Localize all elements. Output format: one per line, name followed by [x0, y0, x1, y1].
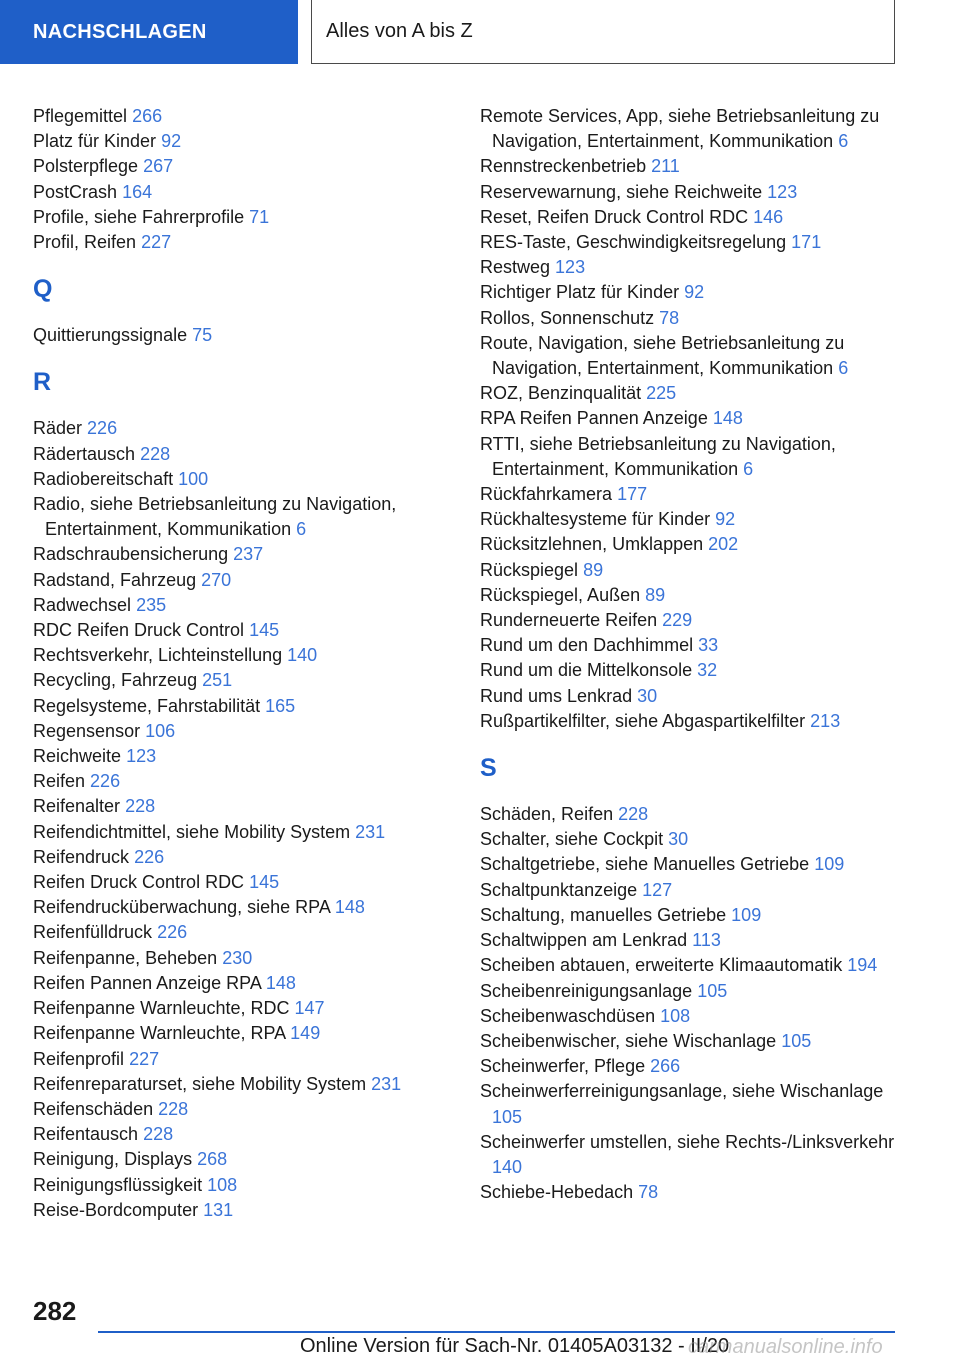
index-entry-term: Reifen	[33, 771, 86, 792]
index-entry-page-link[interactable]: 100	[178, 468, 209, 489]
index-entry	[33, 416, 453, 441]
index-entry-page-link[interactable]: 71	[249, 206, 270, 227]
index-entry	[480, 878, 900, 903]
index-entry	[480, 583, 900, 608]
index-letter-heading: R	[33, 368, 52, 397]
index-entry	[33, 129, 453, 154]
index-entry	[33, 996, 453, 1021]
index-entry-term: RTTI, siehe Betriebsanleitung zu Navigation, Entertainment, Kommunikation	[480, 433, 836, 479]
index-entry-page-link[interactable]: 229	[662, 610, 693, 631]
index-entry-term: Reifenpanne Warnleuchte, RPA	[33, 1023, 286, 1044]
index-entry-term: Radio, siehe Betriebsanleitung zu Navigation, Entertainment, Kommunikation	[33, 494, 397, 540]
index-entry	[480, 180, 900, 205]
index-entry-page-link[interactable]: 270	[201, 569, 232, 590]
index-entry-page-link[interactable]: 30	[637, 685, 658, 706]
index-entry-term: Reifen Pannen Anzeige RPA	[33, 972, 261, 993]
footer-online-version: Online Version für Sach-Nr. 01405A03132 - II/20	[300, 1335, 730, 1357]
index-entry	[480, 608, 900, 633]
index-entry-page-link[interactable]: 145	[249, 872, 280, 893]
index-entry-page-link[interactable]: 228	[125, 796, 156, 817]
index-entry-term: Rennstreckenbetrieb	[480, 156, 647, 177]
index-entry-page-link[interactable]: 266	[650, 1056, 681, 1077]
index-entry-term: Reifen Druck Control RDC	[33, 872, 245, 893]
index-entry	[480, 1180, 900, 1205]
index-entry	[33, 1072, 453, 1097]
index-entry	[33, 845, 453, 870]
index-entry	[33, 205, 453, 230]
index-entry-page-link[interactable]: 266	[132, 106, 163, 126]
index-entry-term: Reifenprofil	[33, 1048, 125, 1069]
index-entry-page-link[interactable]: 148	[265, 972, 296, 993]
index-entry	[480, 709, 900, 734]
index-entry-page-link[interactable]: 225	[646, 383, 677, 404]
index-entry-term: Scheiben abtauen, erweiterte Klimaautomatik	[480, 955, 843, 976]
index-entry-term: Recycling, Fahrzeug	[33, 670, 198, 691]
index-entry	[480, 1054, 900, 1079]
index-entry-term: Reinigungsflüssigkeit	[33, 1174, 203, 1195]
index-entry-term: Polsterpflege	[33, 156, 139, 177]
page-header	[0, 0, 960, 66]
index-entry-term: Runderneuerte Reifen	[480, 610, 658, 631]
index-entry-page-link[interactable]: 231	[371, 1073, 402, 1094]
index-entry-page-link[interactable]: 228	[143, 1124, 174, 1145]
index-entry	[33, 820, 453, 845]
index-entry-term: Rund ums Lenkrad	[480, 685, 633, 706]
index-entry	[33, 467, 453, 492]
index-entry-page-link[interactable]: 171	[791, 232, 822, 253]
index-entry-page-link[interactable]: 6	[743, 458, 754, 479]
index-entry-term: RDC Reifen Druck Control	[33, 620, 245, 641]
index-entry	[33, 618, 453, 643]
index-entry-term: Rückspiegel	[480, 559, 579, 580]
index-entry-term: Rückspiegel, Außen	[480, 584, 641, 605]
index-entry-page-link[interactable]: 164	[122, 181, 153, 202]
index-entry-term: Rußpartikelfilter, siehe Abgaspartikelfilter	[480, 710, 806, 731]
index-entry-term: Scheinwerferreinigungsanlage, siehe Wischanlage	[480, 1081, 884, 1102]
index-entry	[33, 668, 453, 693]
index-entry-term: Platz für Kinder	[33, 131, 157, 152]
index-entry	[480, 979, 900, 1004]
index-entry-page-link[interactable]: 228	[618, 804, 649, 825]
index-entry-page-link[interactable]: 30	[668, 829, 689, 850]
index-entry-page-link[interactable]: 92	[715, 509, 736, 530]
index-entry-term: Reifenalter	[33, 796, 121, 817]
index-column-right	[480, 104, 900, 1205]
index-entry	[33, 1198, 453, 1223]
index-entry	[33, 971, 453, 996]
index-column-left	[33, 104, 453, 1223]
index-entry	[480, 1079, 900, 1129]
index-entry	[33, 1173, 453, 1198]
index-entry-term: Scheinwerfer, Pflege	[480, 1056, 646, 1077]
index-entry	[480, 154, 900, 179]
index-entry-page-link[interactable]: 89	[645, 584, 666, 605]
index-entry-page-link[interactable]: 113	[692, 930, 721, 951]
index-entry	[33, 719, 453, 744]
index-entry	[33, 744, 453, 769]
index-entry-page-link[interactable]: 75	[192, 325, 213, 346]
index-entry-term: Reichweite	[33, 746, 122, 767]
index-letter-heading: Q	[33, 275, 53, 304]
index-entry	[480, 532, 900, 557]
index-entry	[480, 928, 900, 953]
index-entry	[33, 946, 453, 971]
index-entry-term: Rädertausch	[33, 443, 136, 464]
index-entry-term: Reinigung, Displays	[33, 1149, 193, 1170]
index-entry-term: Rund um die Mittelkonsole	[480, 660, 693, 681]
index-entry-page-link[interactable]: 227	[141, 232, 172, 253]
index-entry-page-link[interactable]: 140	[492, 1156, 523, 1177]
index-entry	[480, 331, 900, 381]
index-entry	[33, 794, 453, 819]
index-entry-term: Reset, Reifen Druck Control RDC	[480, 206, 749, 227]
index-entry-term: Rollos, Sonnenschutz	[480, 307, 655, 328]
index-entry-term: Scheibenwaschdüsen	[480, 1005, 656, 1026]
index-entry	[480, 903, 900, 928]
index-entry-page-link[interactable]: 108	[207, 1174, 238, 1195]
page-number: 282	[33, 1296, 77, 1326]
index-entry-term: Schäden, Reifen	[480, 804, 614, 825]
index-entry-term: Scheibenwischer, siehe Wischanlage	[480, 1030, 777, 1051]
index-entry-term: Radwechsel	[33, 594, 132, 615]
index-entry	[33, 895, 453, 920]
index-entry-page-link[interactable]: 92	[161, 131, 182, 152]
section-tab	[0, 0, 298, 64]
index-entry	[480, 558, 900, 583]
index-entry	[480, 1130, 900, 1180]
index-entry	[480, 802, 900, 827]
index-entry-page-link[interactable]: 105	[492, 1106, 523, 1127]
index-entry-term: Scheibenreinigungsanlage	[480, 980, 693, 1001]
index-entry-term: Reifenpanne Warnleuchte, RDC	[33, 998, 290, 1019]
index-entry-page-link[interactable]: 109	[814, 854, 845, 875]
index-entry-term: Radstand, Fahrzeug	[33, 569, 197, 590]
index-letter-heading: S	[480, 754, 497, 783]
index-entry	[480, 230, 900, 255]
index-entry	[33, 180, 453, 205]
index-entry-term: Scheinwerfer umstellen, siehe Rechts-/Linksverkehr	[480, 1131, 895, 1152]
index-entry-term: Restweg	[480, 257, 551, 278]
index-entry	[33, 1147, 453, 1172]
index-entry-page-link[interactable]: 89	[583, 559, 604, 580]
index-entry-term: Quittierungssignale	[33, 325, 188, 346]
index-entry	[33, 154, 453, 179]
index-entry	[480, 852, 900, 877]
index-entry	[33, 230, 453, 255]
index-entry-page-link[interactable]: 92	[684, 282, 705, 303]
index-entry-page-link[interactable]: 148	[334, 897, 365, 918]
index-entry-term: Pflegemittel	[33, 106, 128, 126]
index-entry	[33, 1047, 453, 1072]
index-entry-page-link[interactable]: 145	[249, 620, 280, 641]
index-entry-page-link[interactable]: 228	[158, 1098, 189, 1119]
index-entry-page-link[interactable]: 105	[781, 1030, 812, 1051]
index-entry-page-link[interactable]: 251	[202, 670, 233, 691]
index-entry	[33, 694, 453, 719]
index-entry-page-link[interactable]: 148	[712, 408, 743, 429]
index-entry-page-link[interactable]: 106	[145, 720, 176, 741]
index-entry	[480, 432, 900, 482]
index-entry	[480, 306, 900, 331]
index-entry-page-link[interactable]: 6	[838, 131, 849, 152]
watermark-logo: carmanualsonline.info	[688, 1336, 883, 1358]
index-entry-page-link[interactable]: 33	[698, 635, 719, 656]
index-entry-term: Reifenfülldruck	[33, 922, 153, 943]
index-entry-term: Reifenreparaturset, siehe Mobility System	[33, 1073, 367, 1094]
index-entry	[480, 406, 900, 431]
index-entry-page-link[interactable]: 6	[296, 519, 307, 540]
index-entry	[33, 492, 453, 542]
index-entry-page-link[interactable]: 226	[157, 922, 188, 943]
index-entry	[33, 1097, 453, 1122]
index-entry-page-link[interactable]: 32	[697, 660, 718, 681]
index-entry	[33, 593, 453, 618]
index-entry-term: Reifendichtmittel, siehe Mobility System	[33, 821, 351, 842]
index-entry-page-link[interactable]: 78	[659, 307, 680, 328]
index-entry-page-link[interactable]: 213	[810, 710, 841, 731]
index-entry-term: Schaltung, manuelles Getriebe	[480, 904, 727, 925]
index-entry-term: Radiobereitschaft	[33, 468, 174, 489]
index-entry-term: Remote Services, App, siehe Betriebsanleitung zu Navigation, Entertainment, Kommunikation	[480, 106, 880, 152]
index-entry-term: Regensensor	[33, 720, 141, 741]
footer-rule	[98, 1331, 895, 1333]
index-entry-term: Reservewarnung, siehe Reichweite	[480, 181, 763, 202]
index-entry-page-link[interactable]: 268	[197, 1149, 228, 1170]
index-entry-page-link[interactable]: 177	[617, 484, 648, 505]
index-entry-term: PostCrash	[33, 181, 118, 202]
chapter-title: Alles von A bis Z	[326, 20, 473, 42]
index-entry	[33, 920, 453, 945]
index-entry	[480, 255, 900, 280]
index-entry-term: Reise-Bordcomputer	[33, 1199, 199, 1220]
index-entry	[33, 1021, 453, 1046]
index-entry-page-link[interactable]: 149	[290, 1023, 321, 1044]
index-entry-term: Rückhaltesysteme für Kinder	[480, 509, 711, 530]
section-label: NACHSCHLAGEN	[33, 20, 207, 43]
index-entry-term: Profil, Reifen	[33, 232, 137, 253]
index-entry-term: Regelsysteme, Fahrstabilität	[33, 695, 261, 716]
index-entry	[33, 643, 453, 668]
index-entry	[33, 769, 453, 794]
index-entry	[480, 1004, 900, 1029]
index-entry	[33, 870, 453, 895]
index-entry-page-link[interactable]: 123	[126, 746, 157, 767]
index-entry-term: Reifendrucküberwachung, siehe RPA	[33, 897, 330, 918]
index-entry-page-link[interactable]: 6	[838, 358, 849, 379]
index-entry-page-link[interactable]: 146	[753, 206, 784, 227]
index-entry-page-link[interactable]: 108	[660, 1005, 691, 1026]
index-entry-page-link[interactable]: 105	[697, 980, 728, 1001]
index-entry-page-link[interactable]: 123	[555, 257, 586, 278]
index-entry-page-link[interactable]: 235	[136, 594, 167, 615]
index-entry-term: Route, Navigation, siehe Betriebsanleitung zu Navigation, Entertainment, Kommunikation	[480, 332, 845, 379]
index-entry	[480, 953, 900, 978]
index-entry-page-link[interactable]: 230	[222, 947, 253, 968]
index-entry-term: Reifenpanne, Beheben	[33, 947, 218, 968]
index-entry-page-link[interactable]: 194	[847, 955, 878, 976]
index-entry	[480, 280, 900, 305]
index-entry-page-link[interactable]: 78	[638, 1182, 659, 1203]
index-entry	[480, 1029, 900, 1054]
index-entry	[33, 542, 453, 567]
index-entry-term: Schaltgetriebe, siehe Manuelles Getriebe	[480, 854, 810, 875]
index-entry-term: Rechtsverkehr, Lichteinstellung	[33, 645, 283, 666]
index-entry-page-link[interactable]: 237	[233, 544, 264, 565]
index-entry-term: Reifenschäden	[33, 1098, 154, 1119]
index-entry-term: Räder	[33, 418, 83, 439]
index-entry-page-link[interactable]: 127	[642, 879, 673, 900]
index-entry	[480, 205, 900, 230]
index-entry	[480, 633, 900, 658]
index-entry	[33, 568, 453, 593]
index-entry-page-link[interactable]: 140	[287, 645, 318, 666]
index-entry-term: RPA Reifen Pannen Anzeige	[480, 408, 708, 429]
index-entry-term: Rund um den Dachhimmel	[480, 635, 694, 656]
index-entry-term: Reifendruck	[33, 846, 130, 867]
chapter-title-box	[311, 0, 895, 64]
index-entry-term: Schaltwippen am Lenkrad	[480, 930, 688, 951]
index-entry-term: Schiebe-Hebedach	[480, 1182, 634, 1203]
index-entry-page-link[interactable]: 165	[265, 695, 296, 716]
index-entry-page-link[interactable]: 231	[355, 821, 386, 842]
index-entry-term: Schaltpunktanzeige	[480, 879, 638, 900]
index-entry	[33, 1122, 453, 1147]
index-entry-page-link[interactable]: 202	[708, 534, 739, 555]
index-entry-term: ROZ, Benzinqualität	[480, 383, 642, 404]
index-entry-page-link[interactable]: 226	[134, 846, 165, 867]
index-entry	[480, 381, 900, 406]
index-entry	[480, 507, 900, 532]
index-entry	[480, 827, 900, 852]
index-entry-term: Rückfahrkamera	[480, 484, 613, 505]
index-entry-page-link[interactable]: 227	[129, 1048, 160, 1069]
index-entry	[480, 104, 900, 154]
index-entry-term: Schalter, siehe Cockpit	[480, 829, 664, 850]
index-entry	[33, 104, 453, 129]
index-entry-page-link[interactable]: 267	[143, 156, 174, 177]
index-entry-page-link[interactable]: 109	[731, 904, 762, 925]
index-entry	[480, 658, 900, 683]
index-entry-page-link[interactable]: 123	[767, 181, 798, 202]
index-entry-page-link[interactable]: 226	[90, 771, 121, 792]
index-entry-page-link[interactable]: 211	[651, 156, 680, 177]
index-entry-term: Radschraubensicherung	[33, 544, 229, 565]
index-entry-page-link[interactable]: 147	[294, 998, 325, 1019]
index-entry-page-link[interactable]: 228	[140, 443, 171, 464]
index-entry-term: Richtiger Platz für Kinder	[480, 282, 680, 303]
index-entry	[33, 323, 453, 348]
index-entry-page-link[interactable]: 131	[203, 1199, 234, 1220]
index-entry-term: Profile, siehe Fahrerprofile	[33, 206, 245, 227]
index-entry-page-link[interactable]: 226	[87, 418, 118, 439]
index-entry	[33, 442, 453, 467]
index-entry-term: Rücksitzlehnen, Umklappen	[480, 534, 704, 555]
index-entry-term: RES-Taste, Geschwindigkeitsregelung	[480, 232, 787, 253]
index-entry	[480, 684, 900, 709]
index-entry	[480, 482, 900, 507]
index-entry-term: Reifentausch	[33, 1124, 139, 1145]
